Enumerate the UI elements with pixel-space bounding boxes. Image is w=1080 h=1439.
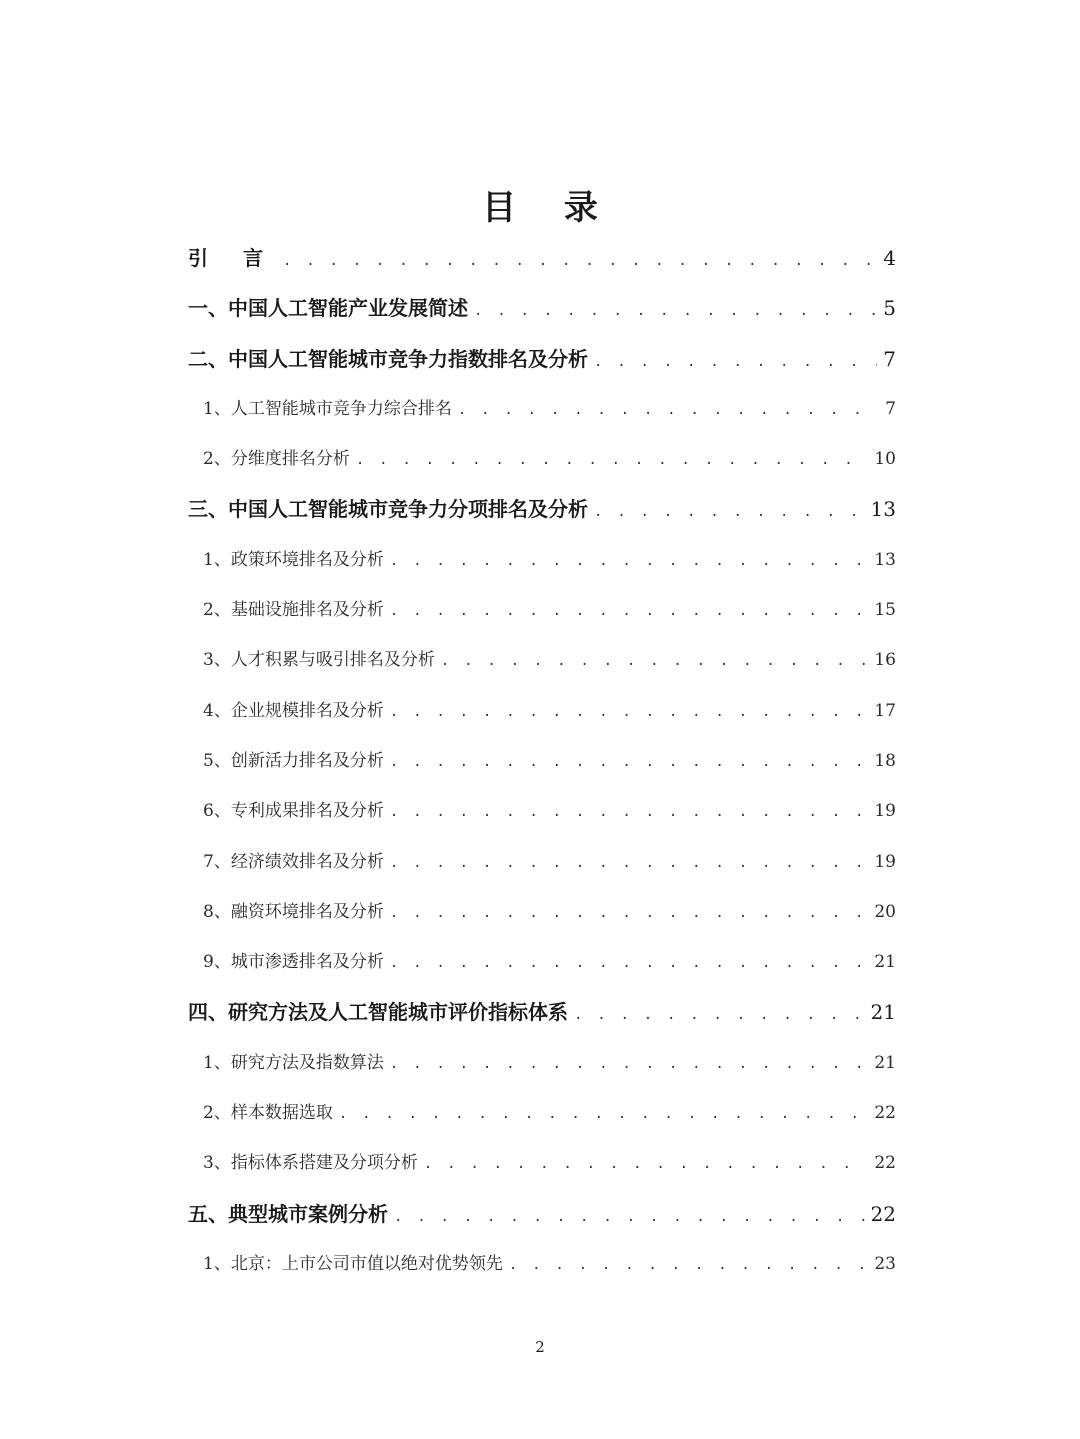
- toc-subentry[interactable]: [188, 690, 896, 740]
- page-number: 2: [535, 1338, 545, 1356]
- toc-entry[interactable]: [188, 488, 896, 538]
- toc-entry[interactable]: [188, 1193, 896, 1243]
- toc-entry-page: 10: [874, 449, 896, 470]
- toc-entry-page: 17: [874, 700, 896, 721]
- toc-entry[interactable]: [188, 237, 896, 287]
- toc-entry-title: 四、研究方法及人工智能城市评价指标体系: [188, 1000, 568, 1025]
- toc-entry-page: 22: [874, 1103, 896, 1124]
- toc-dot-leader: [390, 540, 869, 582]
- toc-dot-leader: [594, 341, 877, 383]
- toc-entry-title: 1、研究方法及指数算法: [203, 1052, 384, 1073]
- toc-subentry[interactable]: [188, 1092, 896, 1142]
- toc-dot-leader: [390, 791, 869, 833]
- toc-entry-title: 4、企业规模排名及分析: [203, 700, 384, 721]
- toc-entry-title: 8、融资环境排名及分析: [203, 901, 384, 922]
- toc-entry-title: 1、人工智能城市竞争力综合排名: [203, 398, 452, 419]
- toc-dot-leader: [574, 994, 865, 1036]
- toc-subentry[interactable]: [188, 539, 896, 589]
- toc-entry-title: 三、中国人工智能城市竞争力分项排名及分析: [188, 497, 588, 522]
- toc-entry[interactable]: [188, 287, 896, 337]
- toc-entry[interactable]: [188, 991, 896, 1041]
- toc-entry-page: 7: [885, 398, 896, 419]
- toc-entry-title: 2、样本数据选取: [203, 1103, 333, 1124]
- toc-dot-leader: [356, 439, 869, 481]
- toc-entry-title: 1、政策环境排名及分析: [203, 549, 384, 570]
- toc-subentry[interactable]: [188, 891, 896, 941]
- toc-subentry[interactable]: [188, 941, 896, 991]
- toc-entry-title: 2、基础设施排名及分析: [203, 600, 384, 621]
- toc-subentry[interactable]: [188, 589, 896, 639]
- toc-subentry[interactable]: [188, 841, 896, 891]
- toc-subentry[interactable]: [188, 740, 896, 790]
- toc-entry-title: 2、分维度排名分析: [203, 449, 350, 470]
- toc-subentry[interactable]: [188, 1142, 896, 1192]
- toc-entry-title: 二、中国人工智能城市竞争力指数排名及分析: [188, 346, 588, 371]
- toc-subentry[interactable]: [188, 1042, 896, 1092]
- toc-entry-title: 一、中国人工智能产业发展简述: [188, 296, 468, 321]
- toc-dot-leader: [594, 491, 865, 533]
- toc-subentry[interactable]: [188, 639, 896, 689]
- toc-entry-page: 19: [874, 851, 896, 872]
- toc-dot-leader: [390, 942, 869, 984]
- toc-subentry[interactable]: [188, 1243, 896, 1293]
- toc-entry-page: 15: [874, 600, 896, 621]
- toc-dot-leader: [390, 892, 869, 934]
- toc-dot-leader: [390, 842, 869, 884]
- toc-entry-page: 23: [874, 1253, 896, 1274]
- page-title: 目 录: [482, 188, 616, 228]
- toc-entry-page: 13: [870, 497, 896, 522]
- toc-dot-leader: [390, 691, 869, 733]
- toc-entry-title: 6、专利成果排名及分析: [203, 801, 384, 822]
- toc-dot-leader: [458, 389, 878, 431]
- toc-entry-title: 3、人才积累与吸引排名及分析: [203, 650, 435, 671]
- toc-entry-title: 7、经济绩效排名及分析: [203, 851, 384, 872]
- toc-entry-title: 9、城市渗透排名及分析: [203, 952, 384, 973]
- toc-dot-leader: [474, 290, 877, 332]
- toc-entry-page: 22: [874, 1153, 896, 1174]
- toc-entry-title: 五、典型城市案例分析: [188, 1201, 388, 1226]
- toc-entry-page: 20: [874, 901, 896, 922]
- toc-entry-title: 3、指标体系搭建及分项分析: [203, 1153, 418, 1174]
- toc-entry-page: 22: [870, 1201, 896, 1226]
- toc-entry-page: 21: [870, 1000, 896, 1025]
- toc-entry-page: 16: [874, 650, 896, 671]
- toc-entry-page: 21: [874, 1052, 896, 1073]
- toc-dot-leader: [339, 1093, 869, 1135]
- toc-entry-title: 引 言: [188, 246, 277, 270]
- toc-entry-page: 7: [883, 346, 896, 371]
- toc-dot-leader: [283, 240, 877, 282]
- toc-subentry[interactable]: [188, 388, 896, 438]
- toc-entry-page: 13: [874, 549, 896, 570]
- table-of-contents: [188, 237, 896, 1293]
- toc-entry-title: 5、创新活力排名及分析: [203, 750, 384, 771]
- toc-dot-leader: [424, 1143, 869, 1185]
- toc-subentry[interactable]: [188, 790, 896, 840]
- toc-entry-page: 19: [874, 801, 896, 822]
- toc-entry-page: 21: [874, 952, 896, 973]
- toc-entry-page: 18: [874, 750, 896, 771]
- toc-entry[interactable]: [188, 338, 896, 388]
- toc-dot-leader: [394, 1196, 865, 1238]
- toc-subentry[interactable]: [188, 438, 896, 488]
- toc-entry-title: 1、北京：上市公司市值以绝对优势领先: [203, 1253, 503, 1274]
- toc-dot-leader: [441, 640, 869, 682]
- toc-dot-leader: [509, 1244, 869, 1286]
- toc-dot-leader: [390, 1043, 869, 1085]
- toc-dot-leader: [390, 590, 869, 632]
- toc-entry-page: 4: [883, 246, 896, 270]
- toc-dot-leader: [390, 741, 869, 783]
- toc-entry-page: 5: [883, 296, 896, 321]
